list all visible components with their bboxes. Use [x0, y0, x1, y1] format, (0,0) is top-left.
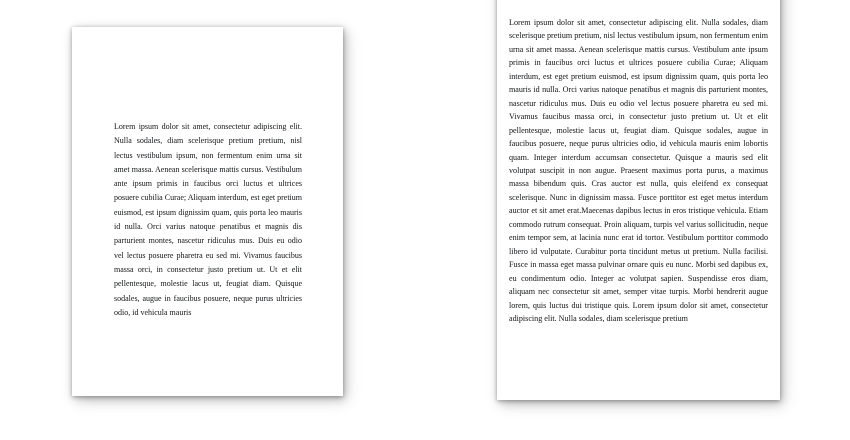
page-left-paragraph: Lorem ipsum dolor sit amet, consectetur adipiscing elit. Nulla sodales, diam scelerisque pretium pretium, nisl lectus vestibulum ipsum, non fermentum enim urna sit amet massa. Aenean scelerisque mattis cursus. Vestibulum ante ipsum primis in faucibus orci luctus et ultrices posuere cubilia Curae; Aliquam interdum, est eget pretium euismod, est ipsum dignissim quam, quis porta leo mauris id nulla. Orci varius natoque penatibus et magnis dis parturient montes, nascetur ridiculus mus. Duis eu odio vel lectus posuere pharetra eu sed mi. Vivamus faucibus massa orci, in consectetur justo pretium ut. Ut et elit pellentesque, molestie lacus ut, feugiat diam. Quisque sodales, augue in faucibus posuere, neque purus ultricies odio, id vehicula mauris	[114, 122, 302, 317]
page-right-paragraph: Lorem ipsum dolor sit amet, consectetur adipiscing elit. Nulla sodales, diam scelerisque pretium pretium, nisl lectus vestibulum ipsum, non fermentum enim urna sit amet massa. Aenean scelerisque mattis cursus. Vestibulum ante ipsum primis in faucibus orci luctus et ultrices posuere cubilia Curae; Aliquam interdum, est eget pretium euismod, est ipsum dignissim quam, quis porta leo mauris id nulla. Orci varius natoque penatibus et magnis dis parturient montes, nascetur ridiculus mus. Duis eu odio vel lectus posuere pharetra eu sed mi. Vivamus faucibus massa orci, in consectetur justo pretium ut. Ut et elit pellentesque, molestie lacus ut, feugiat diam. Quisque sodales, augue in faucibus posuere, neque purus ultricies odio, id vehicula mauris enim lobortis quam. Integer interdum accumsan consectetur. Quisque a mauris sed elit volutpat suscipit in non augue. Praesent maximus porta purus, a maximus massa bibendum quis. Cras auctor est nulla, quis eleifend ex consequat scelerisque. Nunc in dignissim massa. Fusce porttitor est eget metus interdum auctor et sit amet erat.Maecenas dapibus lectus in eros tristique vehicula. Etiam commodo rutrum consequat. Proin aliquam, turpis vel varius sollicitudin, neque enim tempor sem, at lacinia nunc erat id tortor. Vestibulum porttitor commodo libero id vulputate. Curabitur porta tincidunt metus ut pretium. Nulla facilisi. Fusce in massa eget massa pulvinar ornare quis eu nunc. Morbi sed dapibus ex, eu condimentum odio. Integer ac volutpat sapien. Suspendisse eros diam, aliquam nec consectetur sit amet, semper vitae turpis. Morbi hendrerit augue lorem, quis luctus dui tristique quis. Lorem ipsum dolor sit amet, consectetur adipiscing elit. Nulla sodales, diam scelerisque pretium	[509, 18, 768, 323]
page-right-text-block	[509, 16, 768, 325]
document-page-left[interactable]	[72, 27, 343, 396]
document-page-right[interactable]	[497, 0, 780, 400]
page-left-text-block	[114, 120, 302, 320]
